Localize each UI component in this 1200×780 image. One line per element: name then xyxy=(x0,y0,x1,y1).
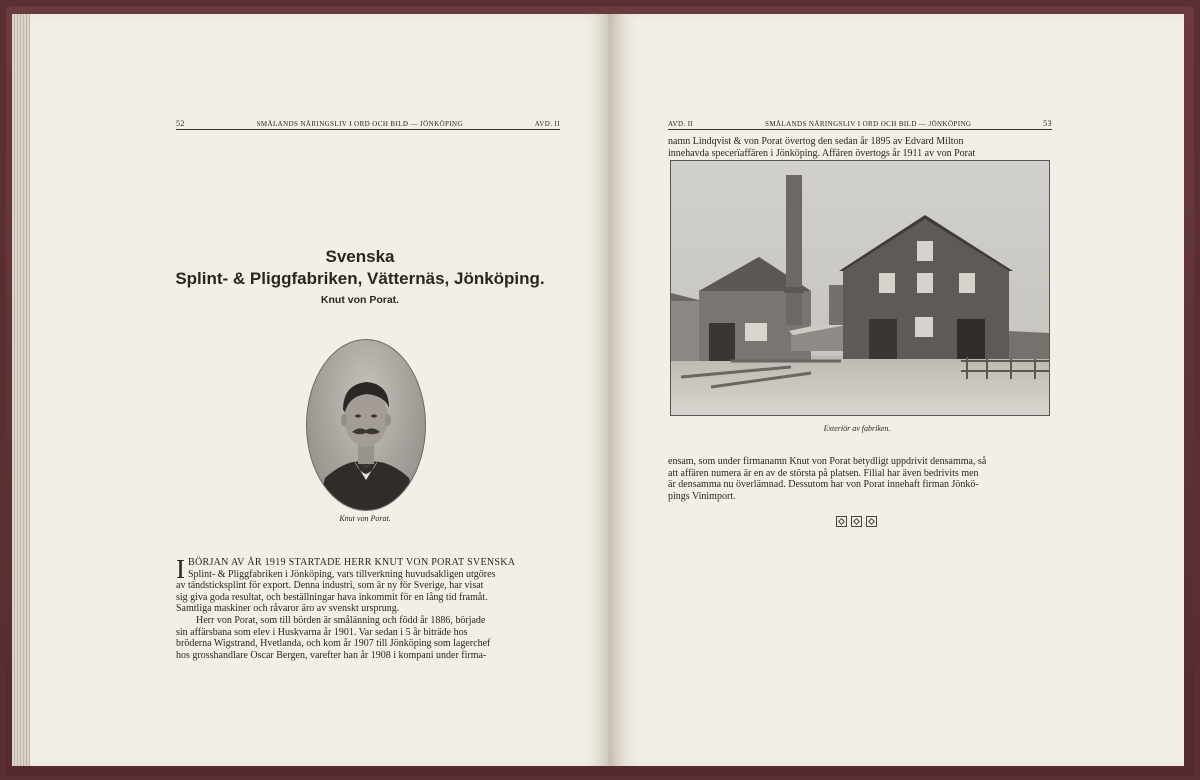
section-label: AVD. II xyxy=(534,120,560,128)
text-line: är densamma nu överlämnad. Dessutom har von Porat innehaft firman Jönkö- xyxy=(668,479,979,491)
ornament-icon xyxy=(851,516,862,527)
section-end-ornament xyxy=(836,516,877,527)
portrait-photo xyxy=(306,339,426,511)
section-label: AVD. II xyxy=(668,120,694,128)
running-title: SMÅLANDS NÄRINGSLIV I ORD OCH BILD — JÖNKÖPING xyxy=(256,120,463,128)
text-line: bröderna Wigstrand, Hvetlanda, och kom år 1907 till Jönköping som lagerchef xyxy=(176,638,491,650)
heading-line-2: Splint- & Pliggfabriken, Vätternäs, Jönköping. xyxy=(175,269,545,288)
running-title: SMÅLANDS NÄRINGSLIV I ORD OCH BILD — JÖNKÖPING xyxy=(765,120,972,128)
text-line: av tändsticksplint för export. Denna industri, som är ny för Sverige, har visat xyxy=(176,580,484,592)
text-line: ensam, som under firmanamn Knut von Porat betydligt uppdrivit densamma, så xyxy=(668,456,987,467)
factory-illustration xyxy=(671,161,1049,415)
paragraph-continued xyxy=(668,136,1052,159)
paragraph-1 xyxy=(176,554,560,615)
paragraph-2 xyxy=(176,615,560,661)
text-line: att affären numera är en av de största på platsen. Filial har även bedrivits men xyxy=(668,467,979,479)
running-head-right xyxy=(668,114,1052,130)
page-number: 52 xyxy=(176,119,185,128)
paragraph-final xyxy=(668,456,1052,502)
lead-caps: BÖRJAN AV ÅR 1919 STARTADE HERR KNUT VON PORAT SVENSKA xyxy=(188,557,516,568)
text-line: sig giva goda resultat, och beställningar hava inkommit för en lång tid framåt. xyxy=(176,591,488,603)
ornament-icon xyxy=(866,516,877,527)
portrait-illustration xyxy=(307,340,425,510)
page-edges xyxy=(12,14,32,766)
article-body-right-bottom xyxy=(668,456,1052,502)
text-line: innehavda specerïaffären i Jönköping. Affären övertogs år 1911 av von Porat xyxy=(668,147,976,159)
text-line: hos grosshandlare Oscar Bergen, varefter han år 1908 i kompani under firma- xyxy=(176,649,487,661)
text-line: Splint- & Pliggfabriken i Jönköping, vars tillverkning huvudsakligen utgöres xyxy=(188,568,496,580)
portrait-caption: Knut von Porat. xyxy=(339,514,391,523)
ornament-icon xyxy=(836,516,847,527)
article-heading xyxy=(150,246,570,306)
running-head-left xyxy=(176,114,560,130)
right-page xyxy=(612,14,1184,766)
heading-line-1: Svenska xyxy=(325,247,395,266)
article-body-right-top xyxy=(668,136,1052,159)
text-line: sin affärsbana som elev i Huskvarna år 1901. Var sedan i 5 år biträde hos xyxy=(176,626,468,638)
photo-caption: Exteriör av fabriken. xyxy=(823,424,891,433)
factory-photo xyxy=(670,160,1050,416)
article-body-left xyxy=(176,554,560,661)
left-page xyxy=(30,14,610,766)
text-line: Samtliga maskiner och råvaror äro av svenskt ursprung. xyxy=(176,603,400,615)
text-line: pings Vinimport. xyxy=(668,490,736,502)
text-line: Herr von Porat, som till börden är smålänning och född år 1886, började xyxy=(196,614,486,626)
page-number: 53 xyxy=(1043,119,1052,128)
drop-cap: I xyxy=(176,554,185,584)
text-line: namn Lindqvist & von Porat övertog den sedan år 1895 av Edvard Milton xyxy=(668,136,964,147)
heading-line-3: Knut von Porat. xyxy=(320,294,400,306)
